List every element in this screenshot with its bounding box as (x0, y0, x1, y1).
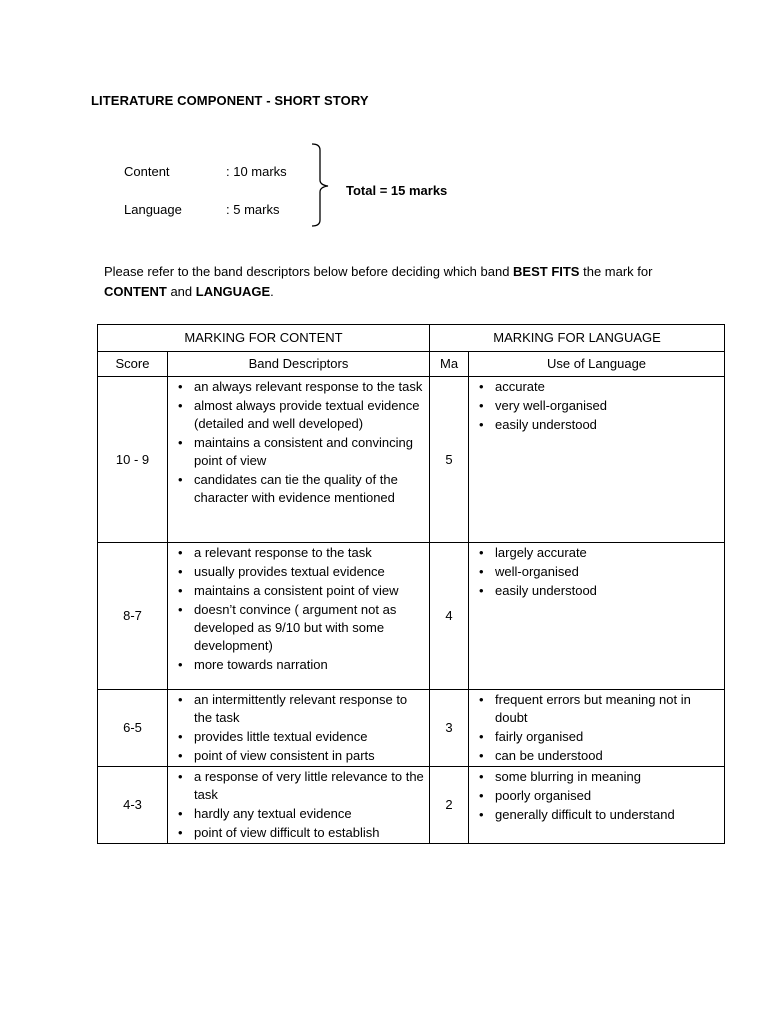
list-item: • point of view consistent in parts (174, 747, 425, 765)
list-item: • easily understood (475, 416, 720, 434)
instructions-bold-best-fits: BEST FITS (513, 264, 580, 279)
list-item: • hardly any textual evidence (174, 805, 425, 823)
list-item: • usually provides textual evidence (174, 563, 425, 581)
list-item: • frequent errors but meaning not in doubt (475, 691, 720, 727)
language-descriptor-cell (469, 690, 725, 767)
table-body (98, 377, 725, 844)
list-item: • largely accurate (475, 544, 720, 562)
list-item: • maintains a consistent and convincing point of view (174, 434, 425, 470)
content-value: : 10 marks (226, 164, 287, 179)
content-descriptor-cell (168, 767, 430, 844)
instructions-bold-language: LANGUAGE (195, 284, 271, 299)
right-brace-icon (308, 142, 332, 228)
content-descriptor-cell (168, 377, 430, 543)
language-descriptor-cell (469, 767, 725, 844)
list-item: • fairly organised (475, 728, 720, 746)
score-cell: 6-5 (98, 690, 168, 767)
list-item: • an always relevant response to the task (174, 378, 425, 396)
instructions-text-3: and (166, 284, 196, 299)
list-item: • poorly organised (475, 787, 720, 805)
list-item: • easily understood (475, 582, 720, 600)
header-marking-for-content: MARKING FOR CONTENT (98, 325, 430, 352)
content-descriptor-list (174, 378, 425, 507)
content-label: Content (124, 164, 170, 179)
mark-cell: 4 (430, 543, 469, 690)
instructions-text-4: . (270, 284, 274, 299)
language-value: : 5 marks (226, 202, 280, 217)
content-descriptor-list (174, 768, 425, 842)
instructions-text-2: the mark for (579, 264, 653, 279)
instructions-text-1: Please refer to the band descriptors below before deciding which band (104, 264, 514, 279)
language-descriptor-list (475, 768, 720, 824)
table-subheader-row (98, 352, 725, 377)
list-item: • maintains a consistent point of view (174, 582, 425, 600)
column-header-score: Score (98, 352, 168, 377)
score-cell: 8-7 (98, 543, 168, 690)
instructions-paragraph (104, 262, 684, 302)
content-descriptor-list (174, 544, 425, 674)
list-item: • more towards narration (174, 656, 425, 674)
marks-summary (124, 160, 484, 230)
score-cell: 4-3 (98, 767, 168, 844)
language-descriptor-list (475, 378, 720, 434)
language-marks-row (124, 202, 326, 220)
language-label: Language (124, 202, 182, 217)
total-marks: Total = 15 marks (346, 183, 448, 198)
header-marking-for-language: MARKING FOR LANGUAGE (430, 325, 725, 352)
table-header-row (98, 325, 725, 352)
list-item: • well-organised (475, 563, 720, 581)
score-cell: 10 - 9 (98, 377, 168, 543)
list-item: • can be understood (475, 747, 720, 765)
list-item: • accurate (475, 378, 720, 396)
mark-cell: 3 (430, 690, 469, 767)
page-title: LITERATURE COMPONENT - SHORT STORY (91, 93, 369, 108)
list-item: • candidates can tie the quality of the character with evidence mentioned (174, 471, 425, 507)
list-item: • very well-organised (475, 397, 720, 415)
list-item: • an intermittently relevant response to the task (174, 691, 425, 727)
column-header-use-of-language: Use of Language (469, 352, 725, 377)
list-item: • point of view difficult to establish (174, 824, 425, 842)
list-item: • almost always provide textual evidence (detailed and well developed) (174, 397, 425, 433)
table-row (98, 377, 725, 543)
content-descriptor-cell (168, 543, 430, 690)
table-row (98, 767, 725, 844)
table-row (98, 543, 725, 690)
column-header-band-descriptors: Band Descriptors (168, 352, 430, 377)
marking-table (97, 324, 725, 844)
instructions-bold-content: CONTENT (104, 284, 167, 299)
language-descriptor-list (475, 691, 720, 765)
list-item: • a response of very little relevance to the task (174, 768, 425, 804)
language-descriptor-cell (469, 543, 725, 690)
list-item: • some blurring in meaning (475, 768, 720, 786)
language-descriptor-cell (469, 377, 725, 543)
language-descriptor-list (475, 544, 720, 600)
content-marks-row (124, 164, 326, 182)
mark-cell: 5 (430, 377, 469, 543)
table-row (98, 690, 725, 767)
content-descriptor-list (174, 691, 425, 765)
column-header-mark: Ma (430, 352, 469, 377)
content-descriptor-cell (168, 690, 430, 767)
list-item: • provides little textual evidence (174, 728, 425, 746)
list-item: • doesn’t convince ( argument not as developed as 9/10 but with some development) (174, 601, 425, 655)
list-item: • generally difficult to understand (475, 806, 720, 824)
list-item: • a relevant response to the task (174, 544, 425, 562)
mark-cell: 2 (430, 767, 469, 844)
